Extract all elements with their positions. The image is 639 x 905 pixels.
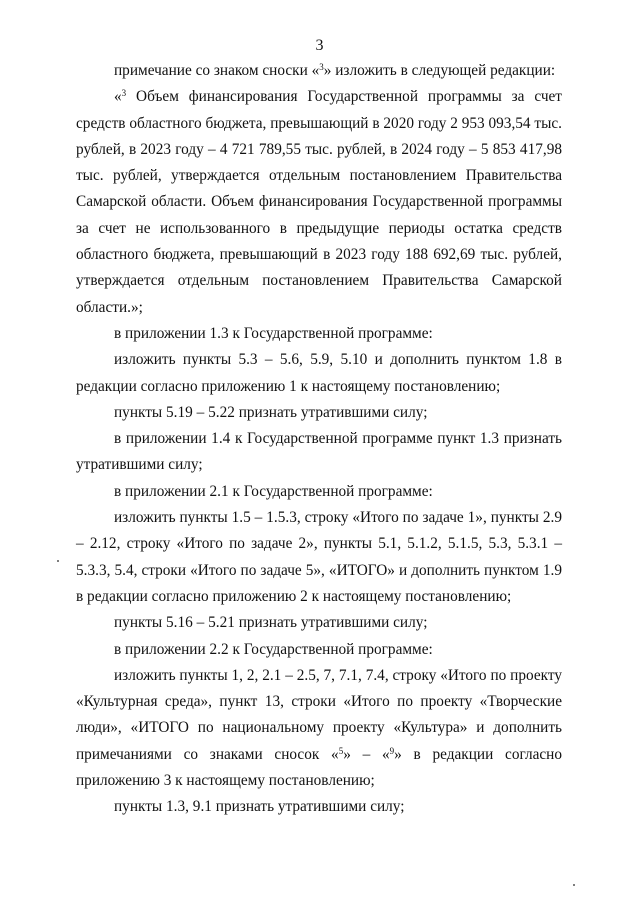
footnote-mark: 3	[121, 88, 127, 99]
text-segment: Объем финансирования Государственной программы за счет средств областного бюджета, превышающий в 2020 году 2 953 093,54 тыс. рублей, в 2023 году – 4 721 789,55 тыс. рублей, в 2024 году – 5 853 417,98 тыс. рублей, утверждается отдельным постановлением Правительства Самарской области. Объем финансирования Государственной программы за счет не использованного в предыдущие периоды остатка средств областного бюджета, превышающий в 2023 году 188 692,69 тыс. рублей, утверждается отдельным постановлением Правительства Самарской области.»;	[76, 88, 562, 316]
text-segment: » изложить в следующей редакции:	[323, 62, 556, 79]
paragraph-footnote-3-text	[76, 84, 562, 321]
document-body	[76, 58, 562, 821]
paragraph-appendix-1-3-repeal	[76, 400, 562, 426]
page-number: 3	[315, 37, 324, 54]
scan-speck	[573, 884, 575, 886]
paragraph-appendix-1-3-amend	[76, 347, 562, 400]
text-segment: изложить пункты 5.3 – 5.6, 5.9, 5.10 и дополнить пунктом 1.8 в редакции согласно приложению 1 к настоящему постановлению;	[76, 351, 562, 395]
footnote-mark: 9	[389, 745, 395, 756]
text-segment: » – «	[343, 745, 390, 763]
text-segment: в приложении 2.1 к Государственной программе:	[114, 482, 433, 500]
paragraph-appendix-2-1-repeal	[76, 610, 562, 636]
footnote-mark: 5	[338, 745, 344, 756]
text-segment: пункты 5.19 – 5.22 признать утратившими силу;	[114, 403, 428, 421]
text-segment: изложить пункты 1.5 – 1.5.3, строку «Итого по задаче 1», пункты 2.9 – 2.12, строку «Итого по задаче 2», пункты 5.1, 5.1.2, 5.1.5, 5.3, 5.3.1 – 5.3.3, 5.4, строки «Итого по задаче 5», «ИТОГО» и дополнить пунктом 1.9 в редакции согласно приложению 2 к настоящему постановлению;	[76, 509, 562, 605]
paragraph-appendix-1-4	[76, 426, 562, 479]
text-segment: примечание со знаком сноски «	[114, 62, 320, 79]
scan-speck	[57, 560, 59, 562]
text-segment: пункты 1.3, 9.1 признать утратившими силу;	[114, 798, 405, 816]
text-segment: «	[114, 88, 122, 106]
paragraph-appendix-2-1-amend	[76, 505, 562, 610]
text-segment: в приложении 1.3 к Государственной программе:	[114, 324, 433, 342]
text-segment: » в редакции согласно приложению 3 к настоящему постановлению;	[76, 745, 563, 790]
text-segment: пункты 5.16 – 5.21 признать утратившими силу;	[114, 614, 428, 632]
paragraph-appendix-2-2-heading	[76, 637, 562, 663]
paragraph-appendix-1-3-heading	[76, 321, 562, 347]
footnote-mark: 3	[319, 62, 324, 72]
paragraph-appendix-2-2-amend	[76, 663, 562, 794]
text-segment: в приложении 1.4 к Государственной программе пункт 1.3 признать утратившими силу;	[76, 430, 562, 474]
paragraph-appendix-2-2-repeal	[76, 794, 562, 820]
paragraph-footnote-3-instruction	[76, 58, 562, 84]
text-segment: изложить пункты 1, 2, 2.1 – 2.5, 7, 7.1, 7.4, строку «Итого по проекту «Культурная среда», пункт 13, строки «Итого по проекту «Творческие люди», «ИТОГО по национальному проекту «Культура» и дополнить примечаниями со знаками сносок «	[76, 666, 562, 763]
paragraph-appendix-2-1-heading	[76, 479, 562, 505]
text-segment: в приложении 2.2 к Государственной программе:	[114, 640, 433, 658]
